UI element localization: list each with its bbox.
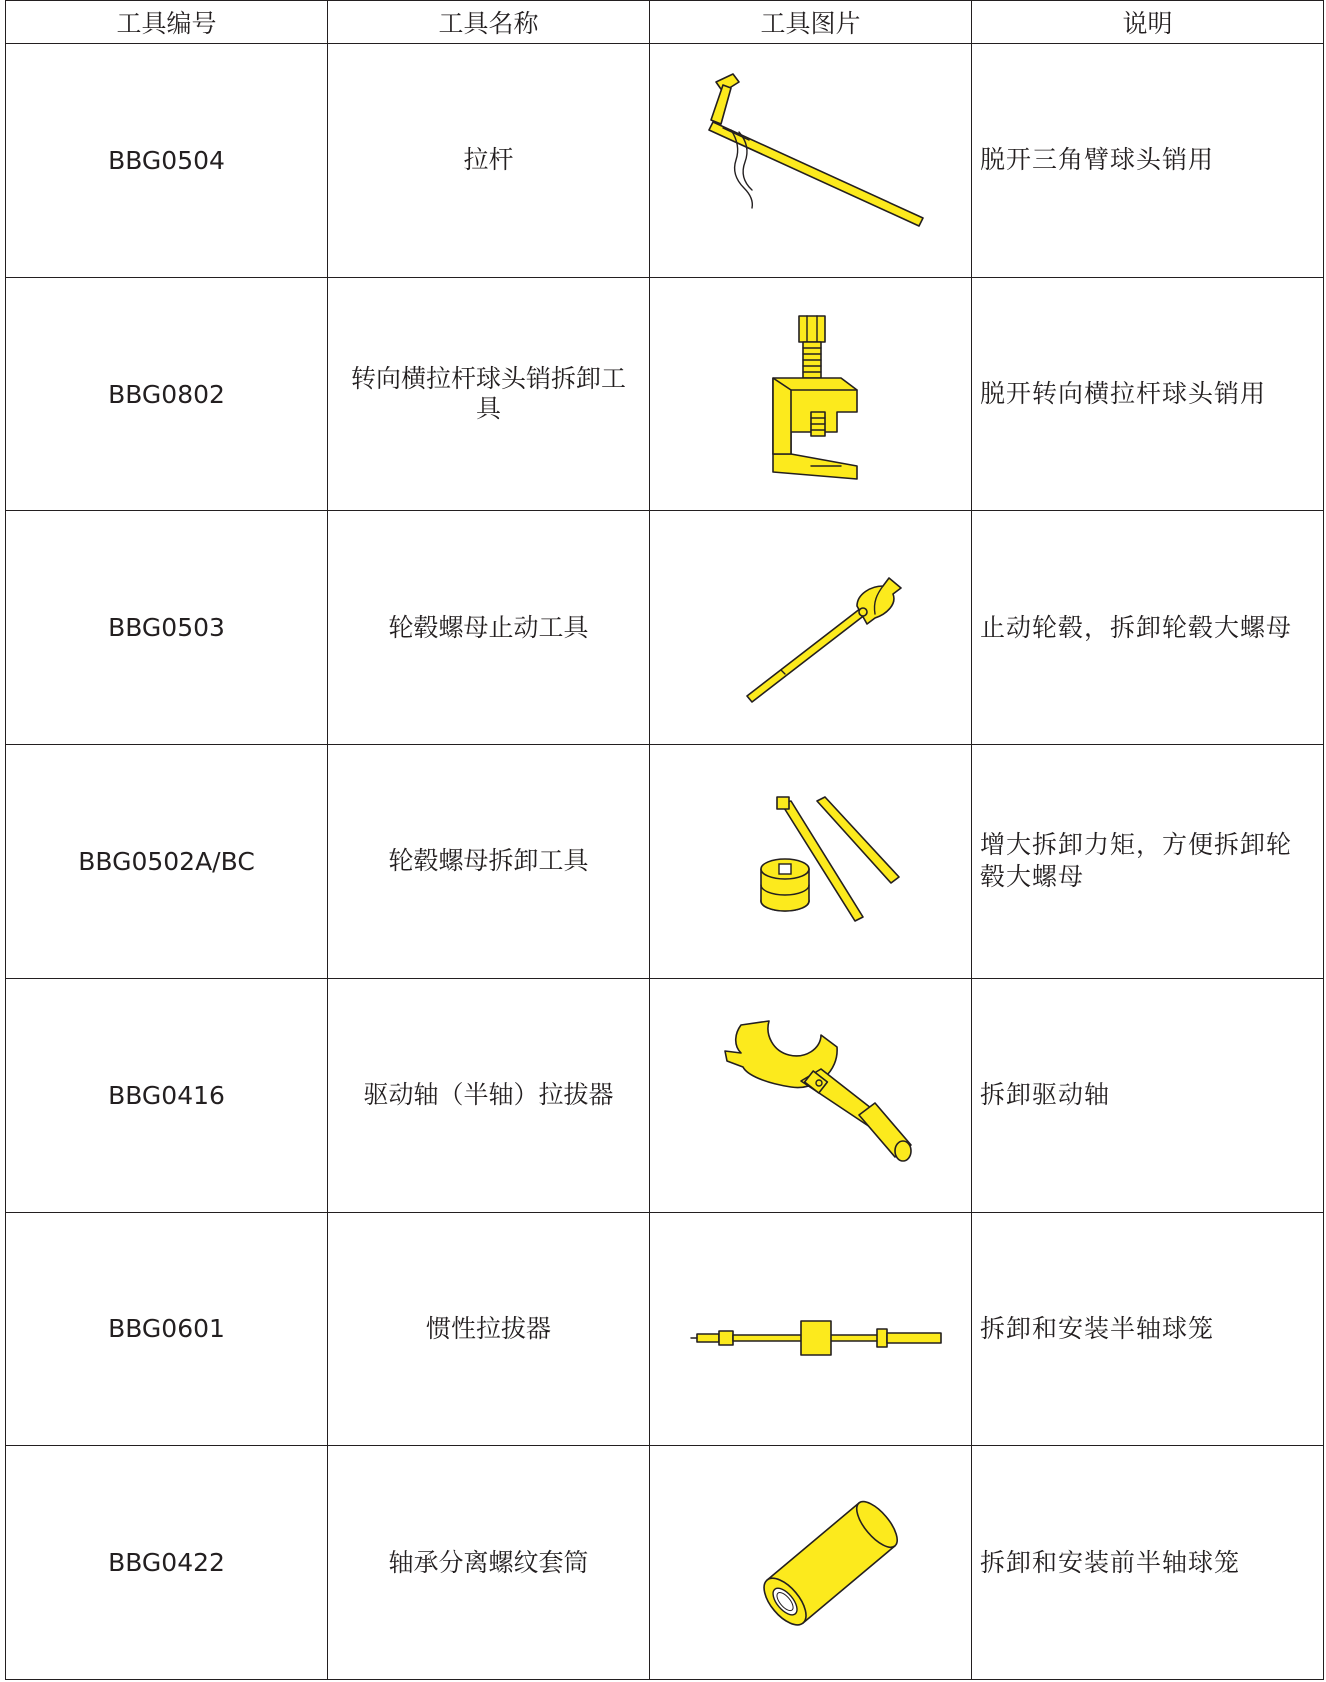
table-row (6, 1212, 1324, 1446)
tool-name: 轮毂螺母止动工具 (328, 511, 650, 745)
table-row (6, 277, 1324, 511)
table-row (6, 1446, 1324, 1680)
table-row (6, 44, 1324, 278)
tool-code: BBG0601 (6, 1212, 328, 1446)
tool-image-cell (650, 277, 972, 511)
header-row (6, 1, 1324, 44)
tool-name: 转向横拉杆球头销拆卸工具 (328, 277, 650, 511)
header-image: 工具图片 (650, 1, 972, 44)
tool-desc: 拆卸和安装前半轴球笼 (972, 1446, 1324, 1680)
tool-image-cell (650, 745, 972, 979)
table-row (6, 978, 1324, 1212)
tool-desc: 拆卸驱动轴 (972, 978, 1324, 1212)
driveshaft-puller-icon (661, 995, 961, 1195)
tool-image-cell (650, 1446, 972, 1680)
threaded-sleeve-icon (661, 1463, 961, 1663)
tool-name: 驱动轴（半轴）拉拔器 (328, 978, 650, 1212)
hub-nut-socket-set-icon (661, 761, 961, 961)
tool-desc: 脱开三角臂球头销用 (972, 44, 1324, 278)
puller-rod-icon (661, 60, 961, 260)
tool-desc: 止动轮毂，拆卸轮毂大螺母 (972, 511, 1324, 745)
tool-image-cell (650, 44, 972, 278)
tool-name: 拉杆 (328, 44, 650, 278)
hub-holding-fork-icon (661, 528, 961, 728)
tool-image-cell (650, 511, 972, 745)
table-row (6, 745, 1324, 979)
tool-name: 惯性拉拔器 (328, 1212, 650, 1446)
tool-name: 轮毂螺母拆卸工具 (328, 745, 650, 979)
tool-desc: 拆卸和安装半轴球笼 (972, 1212, 1324, 1446)
tool-code: BBG0416 (6, 978, 328, 1212)
header-name: 工具名称 (328, 1, 650, 44)
tool-name: 轴承分离螺纹套筒 (328, 1446, 650, 1680)
tool-code: BBG0422 (6, 1446, 328, 1680)
tool-code: BBG0504 (6, 44, 328, 278)
ball-joint-separator-icon (661, 294, 961, 494)
header-desc: 说明 (972, 1, 1324, 44)
table-row (6, 511, 1324, 745)
tool-image-cell (650, 1212, 972, 1446)
tool-code: BBG0502A/BC (6, 745, 328, 979)
slide-hammer-icon (661, 1229, 961, 1429)
tool-code: BBG0503 (6, 511, 328, 745)
tool-code: BBG0802 (6, 277, 328, 511)
header-code: 工具编号 (6, 1, 328, 44)
tool-image-cell (650, 978, 972, 1212)
tool-desc: 增大拆卸力矩，方便拆卸轮毂大螺母 (972, 745, 1324, 979)
tool-desc: 脱开转向横拉杆球头销用 (972, 277, 1324, 511)
tools-table (5, 0, 1324, 1680)
